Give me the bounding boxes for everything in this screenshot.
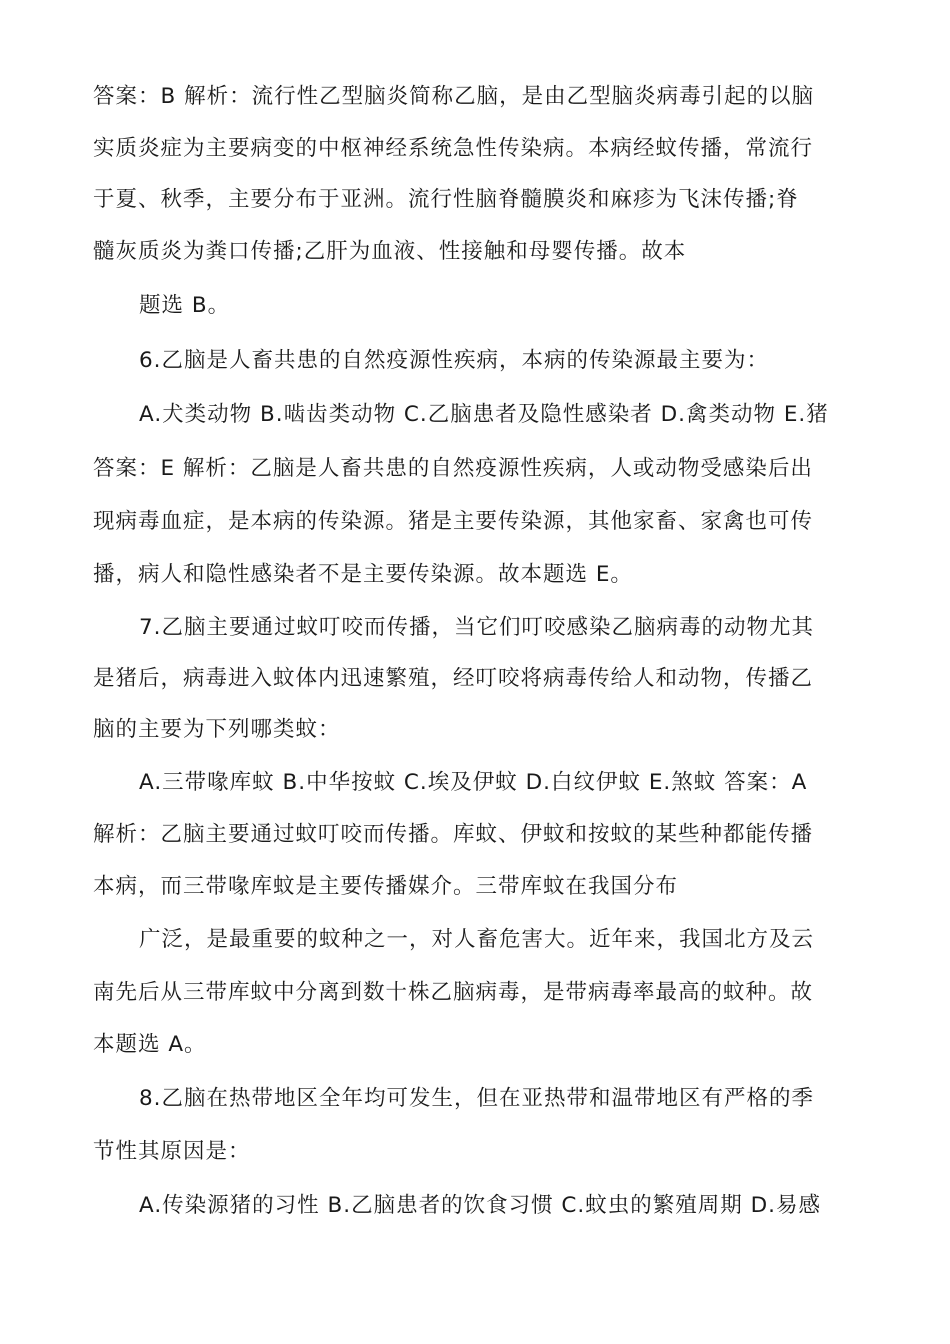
- answer-7: 解析：乙脑主要通过蚊叮咬而传播。库蚊、伊蚊和按蚊的某些种都能传播: [93, 822, 814, 847]
- question-6: 6.乙脑是人畜共患的自然疫源性疾病，本病的传染源最主要为：: [139, 348, 770, 373]
- text-line: 播，病人和隐性感染者不是主要传染源。故本题选 E。: [93, 562, 633, 587]
- answer-6: 答案：E 解析：乙脑是人畜共患的自然疫源性疾病，人或动物受感染后出: [93, 456, 813, 481]
- text-line: 本题选 A。: [93, 1032, 207, 1057]
- text-line: 南先后从三带库蚊中分离到数十株乙脑病毒，是带病毒率最高的蚊种。故: [93, 980, 814, 1005]
- text-line: 题选 B。: [139, 293, 231, 318]
- question-8-options: A.传染源猪的习性 B.乙脑患者的饮食习惯 C.蚊虫的繁殖周期 D.易感: [139, 1193, 821, 1218]
- text-line: 现病毒血症，是本病的传染源。猪是主要传染源，其他家畜、家禽也可传: [93, 509, 814, 534]
- text-line: 是猪后，病毒进入蚊体内迅速繁殖，经叮咬将病毒传给人和动物，传播乙: [93, 666, 814, 691]
- text-line: 本病，而三带喙库蚊是主要传播媒介。三带库蚊在我国分布: [93, 874, 679, 899]
- text-line: 实质炎症为主要病变的中枢神经系统急性传染病。本病经蚊传播，常流行: [93, 136, 814, 161]
- text-line: 脑的主要为下列哪类蚊：: [93, 717, 341, 742]
- text-line: 广泛，是最重要的蚊种之一，对人畜危害大。近年来，我国北方及云: [139, 927, 815, 952]
- text-line: 髓灰质炎为粪口传播;乙肝为血液、性接触和母婴传播。故本: [93, 239, 687, 264]
- text-line: 答案：B 解析：流行性乙型脑炎简称乙脑，是由乙型脑炎病毒引起的以脑: [93, 84, 815, 109]
- question-7-options: A.三带喙库蚊 B.中华按蚊 C.埃及伊蚊 D.白纹伊蚊 E.煞蚊 答案：A: [139, 770, 808, 795]
- question-6-options: A.犬类动物 B.啮齿类动物 C.乙脑患者及隐性感染者 D.禽类动物 E.猪: [139, 402, 829, 427]
- question-8: 8.乙脑在热带地区全年均可发生，但在亚热带和温带地区有严格的季: [139, 1086, 815, 1111]
- question-7: 7.乙脑主要通过蚊叮咬而传播，当它们叮咬感染乙脑病毒的动物尤其: [139, 615, 815, 640]
- text-line: 节性其原因是：: [93, 1139, 251, 1164]
- text-line: 于夏、秋季，主要分布于亚洲。流行性脑脊髓膜炎和麻疹为飞沫传播;脊: [93, 187, 799, 212]
